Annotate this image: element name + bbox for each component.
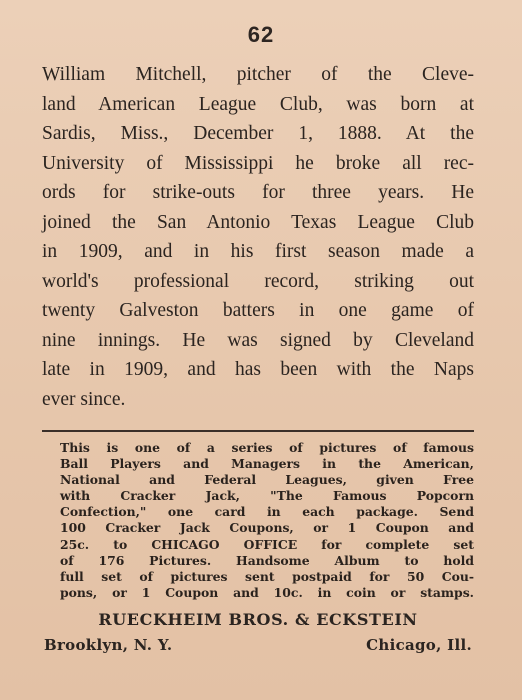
offer-line: Confection," one card in each package. Send: [60, 504, 474, 520]
bio-line: Sardis, Miss., December 1, 1888. At the: [42, 123, 474, 144]
bio-line: University of Mississippi he broke all rec-: [42, 152, 474, 174]
bio-line: land American League Club, was born at: [42, 93, 474, 115]
offer-line: with Cracker Jack, "The Famous Popcorn: [60, 488, 474, 504]
bio-line: twenty Galveston batters in one game of: [42, 300, 474, 321]
publisher-city-brooklyn: Brooklyn, N. Y.: [44, 636, 173, 654]
offer-line: full set of pictures sent postpaid for 50 Cou-: [60, 568, 474, 584]
offer-line: of 176 Pictures. Handsome Album to hold: [60, 552, 474, 568]
publisher-city-chicago: Chicago, Ill.: [366, 636, 472, 654]
divider-rule: [42, 430, 474, 432]
offer-line: This is one of a series of pictures of famous: [60, 440, 474, 455]
offer-line: 25c. to CHICAGO OFFICE for complete set: [60, 536, 474, 552]
bio-line: nine innings. He was signed by Cleveland: [42, 329, 474, 351]
publisher-name: RUECKHEIM BROS. & ECKSTEIN: [98, 610, 418, 629]
promotional-offer: [60, 440, 474, 601]
offer-line: National and Federal Leagues, given Free: [60, 472, 474, 488]
card-number: 62: [247, 22, 275, 47]
bio-line: ords for strike-outs for three years. He: [42, 182, 474, 203]
offer-line: pons, or 1 Coupon and 10c. in coin or stamps.: [60, 584, 474, 600]
bio-line: in 1909, and in his first season made a: [42, 241, 474, 262]
bio-line: joined the San Antonio Texas League Club: [42, 211, 474, 233]
bio-line: William Mitchell, pitcher of the Cleve-: [42, 64, 474, 85]
offer-line: 100 Cracker Jack Coupons, or 1 Coupon and: [60, 520, 474, 536]
bio-line: world's professional record, striking out: [42, 270, 474, 292]
bio-line: late in 1909, and has been with the Naps: [42, 359, 474, 380]
offer-line: Ball Players and Managers in the American,: [60, 456, 474, 472]
bio-line: ever since.: [42, 388, 126, 410]
player-biography: [42, 60, 474, 414]
